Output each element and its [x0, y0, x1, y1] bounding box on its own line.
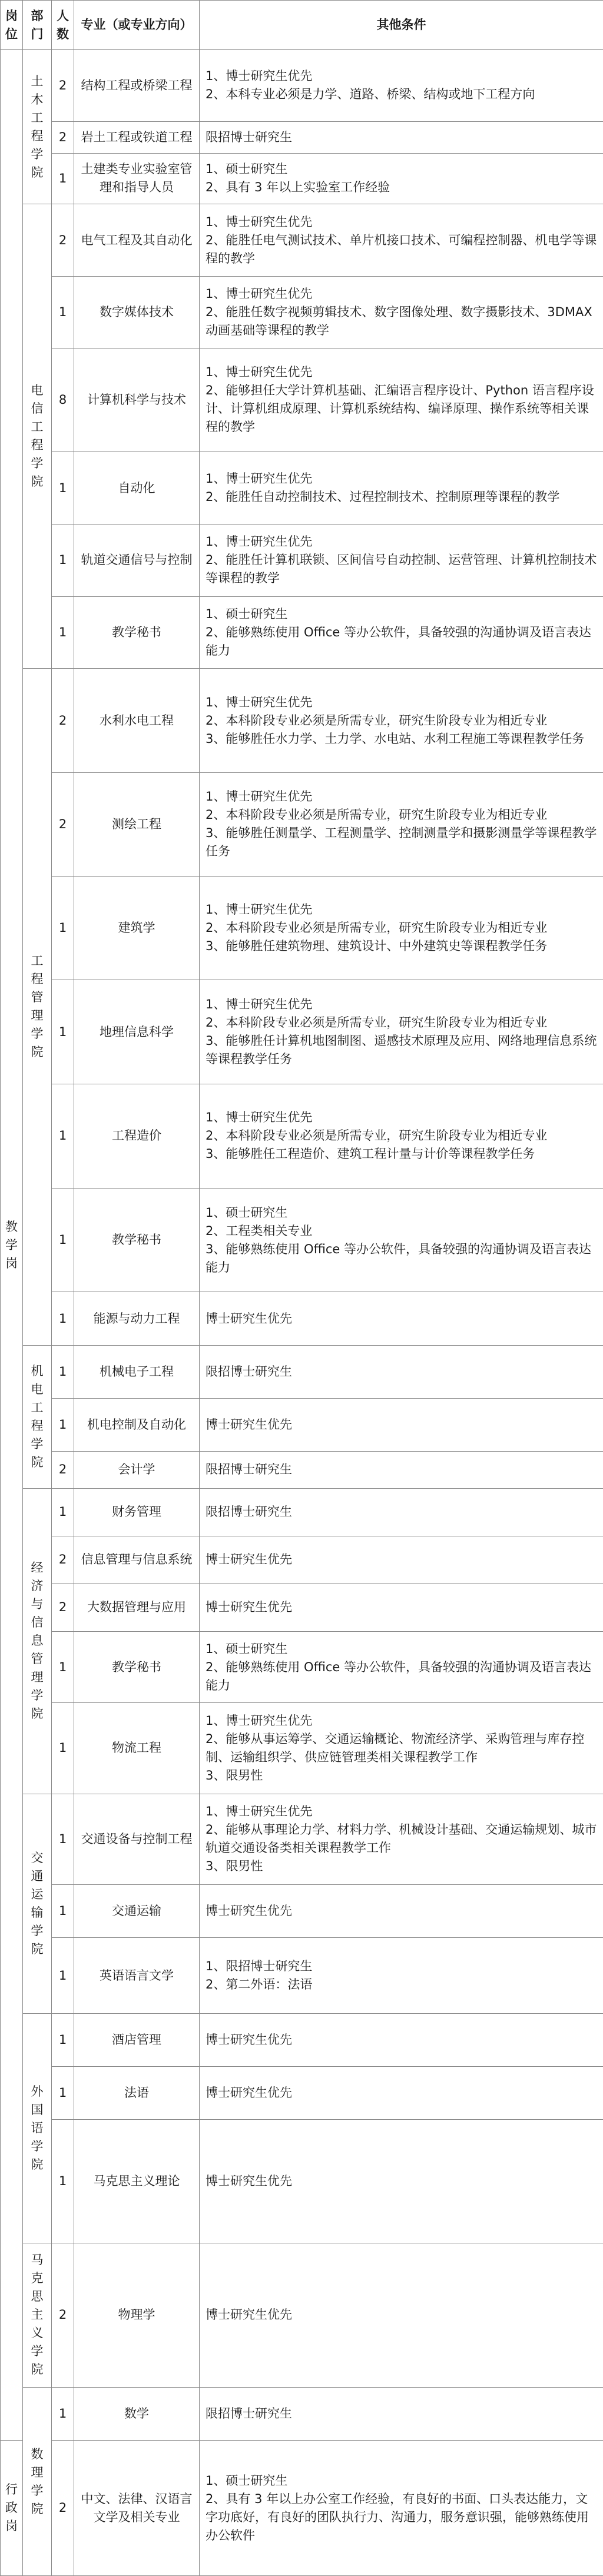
table-row — [1, 1584, 603, 1631]
condition-line: 博士研究生优先 — [206, 1552, 292, 1567]
major-cell: 测绘工程 — [74, 773, 200, 877]
condition-line: 2、能够担任大学计算机基础、汇编语言程序设计、Python 语言程序设计、计算机组成原理、计算机系统结构、编译原理、操作系统等相关课程的教学 — [206, 383, 594, 434]
department-cell: 数理学院 — [23, 2388, 52, 2576]
major-cell: 交通设备与控制工程 — [74, 1794, 200, 1884]
major-cell: 计算机科学与技术 — [74, 348, 200, 452]
count-cell: 1 — [52, 1188, 74, 1292]
major-cell: 能源与动力工程 — [74, 1292, 200, 1345]
count-cell: 1 — [52, 980, 74, 1084]
major-cell: 水利水电工程 — [74, 669, 200, 773]
major-cell: 结构工程或桥梁工程 — [74, 50, 200, 122]
table-row — [1, 876, 603, 980]
condition-line: 2、本科阶段专业必须是所需专业，研究生阶段专业为相近专业 — [206, 920, 548, 935]
table-row — [1, 1398, 603, 1451]
count-cell: 2 — [52, 669, 74, 773]
table-row — [1, 1703, 603, 1794]
conditions-cell — [200, 1794, 603, 1884]
count-cell: 1 — [52, 2120, 74, 2243]
conditions-cell — [200, 1488, 603, 1536]
condition-line: 1、博士研究生优先 — [206, 535, 313, 549]
condition-line: 1、硕士研究生 — [206, 2473, 288, 2488]
condition-line: 博士研究生优先 — [206, 1600, 292, 1615]
condition-line: 1、博士研究生优先 — [206, 902, 313, 917]
department-cell: 马克思主义学院 — [23, 2243, 52, 2387]
conditions-cell — [200, 2014, 603, 2067]
condition-line: 限招博士研究生 — [206, 1462, 292, 1477]
table-row — [1, 121, 603, 153]
condition-line: 博士研究生优先 — [206, 1417, 292, 1432]
condition-line: 1、博士研究生优先 — [206, 214, 313, 229]
condition-line: 3、限男性 — [206, 1859, 263, 1874]
table-row — [1, 524, 603, 596]
condition-line: 1、博士研究生优先 — [206, 1804, 313, 1819]
conditions-cell — [200, 1584, 603, 1631]
major-cell: 土建类专业实验室管理和指导人员 — [74, 153, 200, 204]
department-cell: 交通运输学院 — [23, 1794, 52, 2014]
major-cell: 教学秘书 — [74, 1188, 200, 1292]
table-row — [1, 669, 603, 773]
table-row — [1, 773, 603, 877]
table-row — [1, 1292, 603, 1345]
conditions-cell — [200, 348, 603, 452]
major-cell: 数字媒体技术 — [74, 276, 200, 348]
condition-line: 2、能够从事理论力学、材料力学、机械设计基础、交通运输规划、城市轨道交通设备类相关课程教学工作 — [206, 1823, 597, 1855]
table-row — [1, 1884, 603, 1937]
department-cell: 外国语学院 — [23, 2014, 52, 2243]
conditions-cell — [200, 596, 603, 669]
major-cell: 电气工程及其自动化 — [74, 204, 200, 277]
count-cell: 2 — [52, 2441, 74, 2576]
table-row — [1, 1488, 603, 1536]
count-cell: 2 — [52, 773, 74, 877]
condition-line: 博士研究生优先 — [206, 2308, 292, 2322]
conditions-cell — [200, 1451, 603, 1488]
condition-line: 1、博士研究生优先 — [206, 1110, 313, 1125]
condition-line: 1、博士研究生优先 — [206, 472, 313, 486]
conditions-cell — [200, 773, 603, 877]
table-row — [1, 596, 603, 669]
count-cell: 1 — [52, 1884, 74, 1937]
condition-line: 1、博士研究生优先 — [206, 365, 313, 380]
count-cell: 1 — [52, 452, 74, 525]
condition-line: 3、能够胜任测量学、工程测量学、控制测量学和摄影测量学等课程教学任务 — [206, 826, 597, 859]
condition-line: 限招博士研究生 — [206, 130, 292, 144]
major-cell: 中文、法律、汉语言文学及相关专业 — [74, 2441, 200, 2576]
table-row — [1, 1794, 603, 1884]
count-cell: 1 — [52, 1794, 74, 1884]
count-cell: 1 — [52, 1488, 74, 1536]
table-row — [1, 2120, 603, 2243]
conditions-cell — [200, 980, 603, 1084]
condition-line: 2、能胜任计算机联锁、区间信号自动控制、运营管理、计算机控制技术等课程的教学 — [206, 553, 597, 586]
count-cell: 1 — [52, 153, 74, 204]
conditions-cell — [200, 1345, 603, 1398]
count-cell: 1 — [52, 1703, 74, 1794]
condition-line: 博士研究生优先 — [206, 1311, 292, 1326]
major-cell: 机械电子工程 — [74, 1345, 200, 1398]
conditions-cell — [200, 452, 603, 525]
condition-line: 2、第二外语：法语 — [206, 1977, 313, 1992]
count-cell: 1 — [52, 276, 74, 348]
table-row — [1, 1536, 603, 1584]
table-row — [1, 980, 603, 1084]
conditions-cell — [200, 204, 603, 277]
table-row — [1, 1345, 603, 1398]
conditions-cell — [200, 524, 603, 596]
condition-line: 博士研究生优先 — [206, 2033, 292, 2047]
header-count: 人数 — [52, 1, 74, 50]
condition-line: 1、硕士研究生 — [206, 606, 288, 621]
department-cell: 电信工程学院 — [23, 204, 52, 669]
count-cell: 1 — [52, 2014, 74, 2067]
table-row — [1, 452, 603, 525]
major-cell: 自动化 — [74, 452, 200, 525]
table-row — [1, 2388, 603, 2441]
conditions-cell — [200, 2243, 603, 2387]
condition-line: 2、本科阶段专业必须是所需专业，研究生阶段专业为相近专业 — [206, 713, 548, 728]
department-cell: 工程管理学院 — [23, 669, 52, 1345]
conditions-cell — [200, 1084, 603, 1189]
condition-line: 3、能够胜任计算机地图制图、遥感技术原理及应用、网络地理信息系统等课程教学任务 — [206, 1034, 597, 1067]
condition-line: 2、具有 3 年以上办公室工作经验，有良好的书面、口头表达能力，文字功底好，有良好的团队执行力、沟通力，服务意识强，能够熟练使用办公软件 — [206, 2491, 589, 2542]
major-cell: 财务管理 — [74, 1488, 200, 1536]
table-row — [1, 50, 603, 122]
table-row — [1, 1188, 603, 1292]
major-cell: 大数据管理与应用 — [74, 1584, 200, 1631]
header-post: 岗位 — [1, 1, 23, 50]
count-cell: 1 — [52, 596, 74, 669]
condition-line: 3、限男性 — [206, 1768, 263, 1782]
condition-line: 限招博士研究生 — [206, 2406, 292, 2421]
condition-line: 2、能够熟练使用 Office 等办公软件，具备较强的沟通协调及语言表达能力 — [206, 625, 592, 658]
count-cell: 2 — [52, 50, 74, 122]
condition-line: 博士研究生优先 — [206, 2086, 292, 2100]
table-row — [1, 1631, 603, 1703]
major-cell: 信息管理与信息系统 — [74, 1536, 200, 1584]
condition-line: 1、博士研究生优先 — [206, 1713, 313, 1728]
major-cell: 物流工程 — [74, 1703, 200, 1794]
count-cell: 1 — [52, 876, 74, 980]
count-cell: 2 — [52, 1451, 74, 1488]
condition-line: 1、博士研究生优先 — [206, 69, 313, 84]
conditions-cell — [200, 1937, 603, 2013]
condition-line: 2、本科阶段专业必须是所需专业，研究生阶段专业为相近专业 — [206, 1128, 548, 1143]
condition-line: 1、硕士研究生 — [206, 1641, 288, 1656]
condition-line: 1、限招博士研究生 — [206, 1959, 313, 1974]
condition-line: 3、能够胜任水力学、土力学、水电站、水利工程施工等课程教学任务 — [206, 731, 585, 746]
count-cell: 2 — [52, 2243, 74, 2387]
condition-line: 1、博士研究生优先 — [206, 286, 313, 301]
major-cell: 教学秘书 — [74, 596, 200, 669]
condition-line: 3、能够熟练使用 Office 等办公软件，具备较强的沟通协调及语言表达能力 — [206, 1241, 592, 1274]
conditions-cell — [200, 1188, 603, 1292]
count-cell: 1 — [52, 1292, 74, 1345]
major-cell: 教学秘书 — [74, 1631, 200, 1703]
condition-line: 2、本科阶段专业必须是所需专业，研究生阶段专业为相近专业 — [206, 1015, 548, 1030]
table-row — [1, 204, 603, 277]
conditions-cell — [200, 1398, 603, 1451]
count-cell: 1 — [52, 1345, 74, 1398]
header-major: 专业（或专业方向） — [74, 1, 200, 50]
conditions-cell — [200, 1292, 603, 1345]
count-cell: 2 — [52, 1536, 74, 1584]
condition-line: 限招博士研究生 — [206, 1364, 292, 1379]
conditions-cell — [200, 50, 603, 122]
department-cell: 土木工程学院 — [23, 50, 52, 204]
major-cell: 地理信息科学 — [74, 980, 200, 1084]
count-cell: 1 — [52, 524, 74, 596]
condition-line: 博士研究生优先 — [206, 1903, 292, 1918]
conditions-cell — [200, 876, 603, 980]
table-row — [1, 276, 603, 348]
condition-line: 1、博士研究生优先 — [206, 789, 313, 804]
table-row — [1, 348, 603, 452]
major-cell: 英语语言文学 — [74, 1937, 200, 2013]
count-cell: 2 — [52, 204, 74, 277]
table-row — [1, 1451, 603, 1488]
condition-line: 2、本科专业必须是力学、道路、桥梁、结构或地下工程方向 — [206, 87, 535, 102]
table-row — [1, 2243, 603, 2387]
conditions-cell — [200, 1884, 603, 1937]
conditions-cell — [200, 2441, 603, 2576]
conditions-cell — [200, 1631, 603, 1703]
condition-line: 2、能胜任电气测试技术、单片机接口技术、可编程控制器、机电学等课程的教学 — [206, 233, 597, 265]
condition-line: 1、博士研究生优先 — [206, 997, 313, 1012]
post-cell: 行政岗 — [1, 2441, 23, 2576]
count-cell: 2 — [52, 121, 74, 153]
condition-line: 3、能够胜任建筑物理、建筑设计、中外建筑史等课程教学任务 — [206, 938, 548, 953]
header-row — [1, 1, 603, 50]
table-row — [1, 1084, 603, 1189]
conditions-cell — [200, 2120, 603, 2243]
major-cell: 马克思主义理论 — [74, 2120, 200, 2243]
department-cell: 机电工程学院 — [23, 1345, 52, 1488]
count-cell: 1 — [52, 1937, 74, 2013]
conditions-cell — [200, 121, 603, 153]
header-dept: 部门 — [23, 1, 52, 50]
header-conditions: 其他条件 — [200, 1, 603, 50]
conditions-cell — [200, 669, 603, 773]
table-row — [1, 2067, 603, 2120]
condition-line: 1、硕士研究生 — [206, 162, 288, 177]
conditions-cell — [200, 1536, 603, 1584]
count-cell: 2 — [52, 1584, 74, 1631]
condition-line: 2、能够熟练使用 Office 等办公软件，具备较强的沟通协调及语言表达能力 — [206, 1659, 592, 1692]
count-cell: 1 — [52, 2067, 74, 2120]
condition-line: 1、博士研究生优先 — [206, 695, 313, 709]
major-cell: 会计学 — [74, 1451, 200, 1488]
count-cell: 8 — [52, 348, 74, 452]
condition-line: 2、能胜任数字视频剪辑技术、数字图像处理、数字摄影技术、3DMAX 动画基础等课程的教学 — [206, 304, 592, 337]
table-body — [1, 50, 603, 2576]
conditions-cell — [200, 2067, 603, 2120]
condition-line: 2、能胜任自动控制技术、过程控制技术、控制原理等课程的教学 — [206, 490, 560, 504]
conditions-cell — [200, 2388, 603, 2441]
major-cell: 岩土工程或铁道工程 — [74, 121, 200, 153]
major-cell: 工程造价 — [74, 1084, 200, 1189]
condition-line: 2、具有 3 年以上实验室工作经验 — [206, 180, 390, 195]
count-cell: 1 — [52, 2388, 74, 2441]
conditions-cell — [200, 276, 603, 348]
table-row — [1, 153, 603, 204]
major-cell: 轨道交通信号与控制 — [74, 524, 200, 596]
major-cell: 交通运输 — [74, 1884, 200, 1937]
table-row — [1, 2441, 603, 2576]
condition-line: 2、本科阶段专业必须是所需专业，研究生阶段专业为相近专业 — [206, 808, 548, 822]
condition-line: 1、硕士研究生 — [206, 1205, 288, 1220]
count-cell: 1 — [52, 1084, 74, 1189]
table-row — [1, 1937, 603, 2013]
conditions-cell — [200, 1703, 603, 1794]
condition-line: 2、能够从事运筹学、交通运输概论、物流经济学、采购管理与库存控制、运输组织学、供应链管理类相关课程教学工作 — [206, 1731, 585, 1764]
condition-line: 博士研究生优先 — [206, 2174, 292, 2189]
major-cell: 酒店管理 — [74, 2014, 200, 2067]
major-cell: 建筑学 — [74, 876, 200, 980]
department-cell: 经济与信息管理学院 — [23, 1488, 52, 1794]
major-cell: 数学 — [74, 2388, 200, 2441]
condition-line: 2、工程类相关专业 — [206, 1223, 313, 1238]
conditions-cell — [200, 153, 603, 204]
condition-line: 限招博士研究生 — [206, 1505, 292, 1519]
table-row — [1, 2014, 603, 2067]
major-cell: 机电控制及自动化 — [74, 1398, 200, 1451]
count-cell: 1 — [52, 1398, 74, 1451]
post-cell: 教学岗 — [1, 50, 23, 2441]
condition-line: 3、能够胜任工程造价、建筑工程计量与计价等课程教学任务 — [206, 1147, 535, 1161]
major-cell: 物理学 — [74, 2243, 200, 2387]
major-cell: 法语 — [74, 2067, 200, 2120]
count-cell: 1 — [52, 1631, 74, 1703]
